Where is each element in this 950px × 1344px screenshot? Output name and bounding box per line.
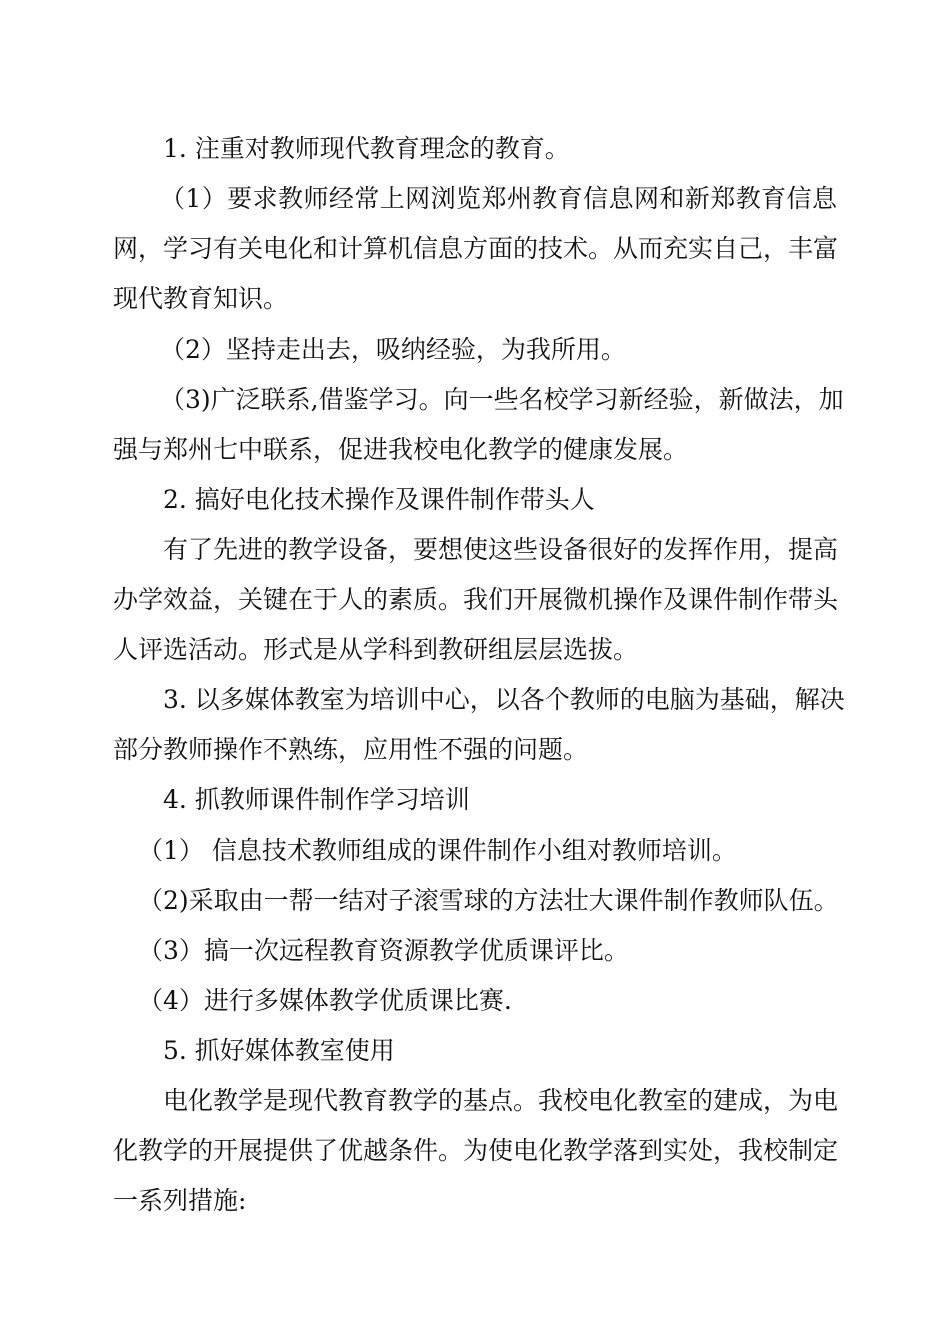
list-item: （3）搞一次远程教育资源教学优质课评比。 [138, 936, 629, 965]
list-item: （4）进行多媒体教学优质课比赛. [138, 986, 512, 1015]
list-item: （2)采取由一帮一结对子滚雪球的方法壮大课件制作教师队伍。 [138, 886, 839, 915]
heading-item-1: 1. 注重对教师现代教育理念的教育。 [163, 134, 570, 163]
paragraph-line: 有了先进的教学设备，要想使这些设备很好的发挥作用，提高 [163, 535, 839, 564]
paragraph-line: 网，学习有关电化和计算机信息方面的技术。从而充实自己，丰富 [113, 234, 839, 263]
heading-item-4: 4. 抓教师课件制作学习培训 [163, 785, 470, 814]
heading-item-5: 5. 抓好媒体教室使用 [163, 1036, 395, 1065]
paragraph-line: 电化教学是现代教育教学的基点。我校电化教室的建成，为电 [163, 1086, 839, 1115]
paragraph-line: （2）坚持走出去，吸纳经验，为我所用。 [160, 335, 626, 364]
paragraph-line: 办学效益，关键在于人的素质。我们开展微机操作及课件制作带头 [113, 585, 839, 614]
paragraph-line: 一系列措施: [113, 1186, 247, 1215]
paragraph-line: 现代教育知识。 [113, 284, 289, 313]
paragraph-line: （3)广泛联系,借鉴学习。向一些名校学习新经验，新做法，加 [160, 385, 844, 414]
paragraph-line: 化教学的开展提供了优越条件。为使电化教学落到实处，我校制定 [113, 1136, 839, 1165]
paragraph-line: 强与郑州七中联系，促进我校电化教学的健康发展。 [113, 435, 689, 464]
paragraph-line: 人评选活动。形式是从学科到教研组层层选拔。 [113, 635, 639, 664]
heading-item-3: 3. 以多媒体教室为培训中心，以各个教师的电脑为基础，解决 [163, 685, 845, 714]
paragraph-line: （1）要求教师经常上网浏览郑州教育信息网和新郑教育信息 [160, 184, 837, 213]
list-item: （1） 信息技术教师组成的课件制作小组对教师培训。 [138, 836, 737, 865]
heading-item-2: 2. 搞好电化技术操作及课件制作带头人 [163, 485, 595, 514]
paragraph-line: 部分教师操作不熟练，应用性不强的问题。 [113, 735, 589, 764]
